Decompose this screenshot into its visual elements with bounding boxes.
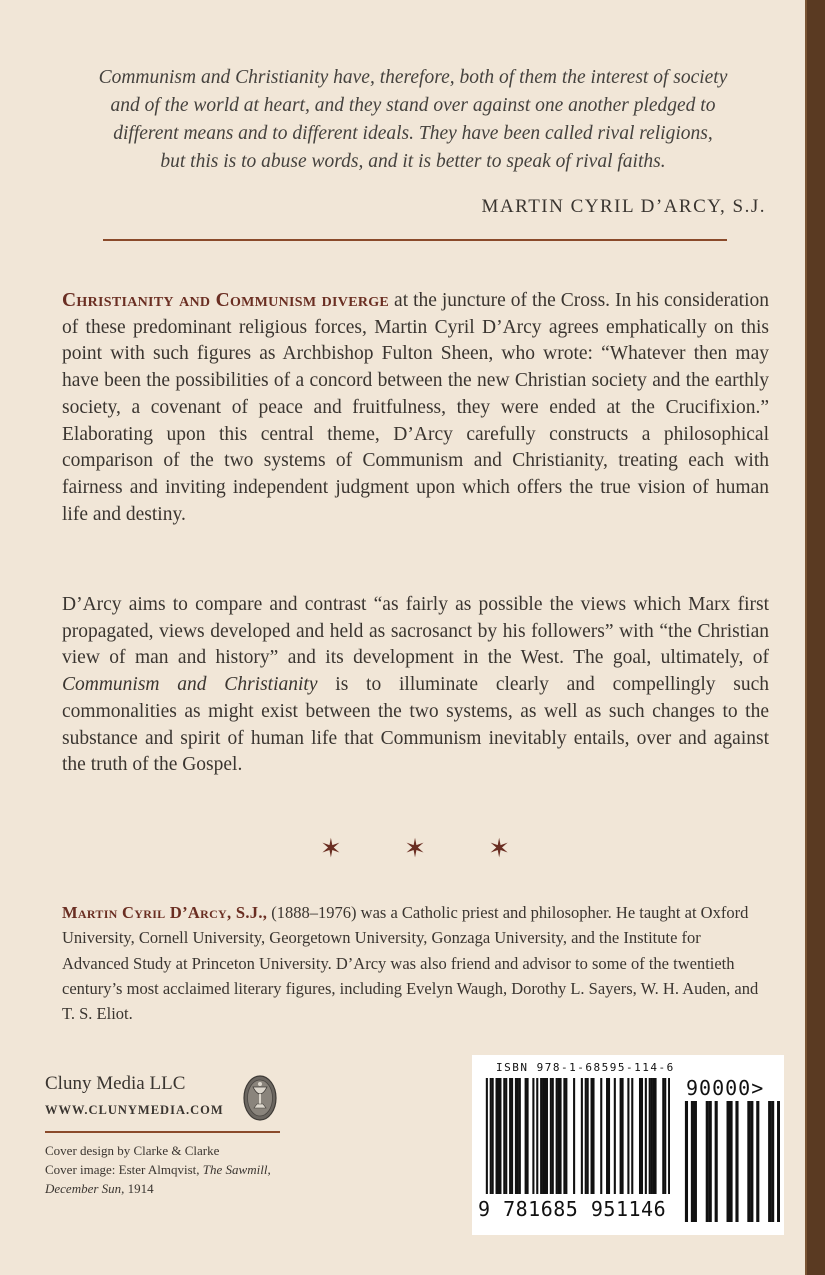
barcode-bar (527, 1078, 529, 1194)
barcode-bar (639, 1078, 641, 1194)
description-paragraph-1 (62, 288, 769, 528)
cover-credits (45, 1141, 271, 1198)
epigraph-line: but this is to abuse words, and it is better to speak of rival faiths. (160, 151, 666, 172)
barcode-bar (540, 1078, 542, 1194)
cover-image-credit-cont: December Sun, 1914 (45, 1181, 154, 1196)
barcode-bar (565, 1078, 567, 1194)
barcode-bar (651, 1078, 653, 1194)
publisher-name: Cluny Media LLC (45, 1073, 186, 1094)
barcode-bar (668, 1078, 670, 1194)
barcode-bar (653, 1078, 655, 1194)
author-bio (62, 900, 769, 1026)
barcode-bar (519, 1078, 521, 1194)
barcode-bar (509, 1078, 511, 1194)
barcode-bar (627, 1078, 629, 1194)
barcode-bar (517, 1078, 519, 1194)
price-code: 90000> (686, 1076, 765, 1100)
barcode-bar (490, 1078, 492, 1194)
epigraph-quote (60, 64, 766, 176)
barcode-bar (505, 1078, 507, 1194)
barcode-bar (587, 1078, 589, 1194)
barcode-bar (503, 1078, 505, 1194)
barcode-bar (620, 1078, 622, 1194)
barcode-bar (622, 1078, 624, 1194)
barcode-bar (499, 1078, 501, 1194)
barcode-bar (771, 1101, 774, 1222)
bio-text: (1888–1976) was a Catholic priest and philosopher. He taught at Oxford University, Cornell University, Georgetown University, Gonzaga University, and the Institute for Advanced Study at Princeton University. D’Arcy was also friend and advisor to some of the twentieth century’s most acclaimed literary figures, including Evelyn Waugh, Dorothy L. Sayers, W. H. Auden, and T. S. Eliot. (62, 903, 759, 1024)
barcode-bar (694, 1101, 697, 1222)
star-icon: ✶ (320, 834, 342, 864)
barcode-bar (563, 1078, 565, 1194)
cover-image-credit: Cover image: Ester Almqvist, The Sawmill, (45, 1162, 271, 1177)
paragraph-text: is to illuminate clearly and compellingly such commonalities as might exist between the two systems, as well as such changes to the substance and spirit of human life that Communism inevitably entails, over and against the truth of the Gospel. (62, 674, 770, 776)
barcode-bar (511, 1078, 513, 1194)
publisher-website: WWW.CLUNYMEDIA.COM (45, 1103, 224, 1117)
barcode-bar (715, 1101, 718, 1222)
barcode-bar (552, 1078, 554, 1194)
star-icon: ✶ (488, 834, 510, 864)
barcode-bar (645, 1078, 647, 1194)
barcode-bar (573, 1078, 575, 1194)
barcode-bar (550, 1078, 552, 1194)
barcode-bar (729, 1101, 732, 1222)
barcode-bar (768, 1101, 771, 1222)
barcode-bar (546, 1078, 548, 1194)
barcode-bar (585, 1078, 587, 1194)
publisher-rule (45, 1131, 280, 1133)
epigraph-line: and of the world at heart, and they stand over against one another pledged to (110, 95, 716, 116)
epigraph-line: Communism and Christianity have, therefore, both of them the interest of society (98, 67, 728, 88)
barcode-bar (497, 1078, 499, 1194)
barcode-bar (544, 1078, 546, 1194)
barcode-bar (750, 1101, 753, 1222)
epigraph-line: different means and to different ideals. They have been called rival religions, (113, 123, 713, 144)
barcode-bar (496, 1078, 498, 1194)
epigraph-attribution: MARTIN CYRIL D’ARCY, S.J. (481, 196, 766, 217)
ean-digits: 9 781685 951146 (478, 1197, 667, 1221)
barcode-bar (492, 1078, 494, 1194)
barcode-bar (608, 1078, 610, 1194)
star-icon: ✶ (404, 834, 426, 864)
barcode-bar (525, 1078, 527, 1194)
lead-in-smallcaps: Christianity and Communism diverge (62, 290, 390, 311)
barcode-bar (556, 1078, 558, 1194)
barcode-bar (709, 1101, 712, 1222)
barcode-bar (532, 1078, 534, 1194)
barcode-bar (756, 1101, 759, 1222)
cover-design-credit: Cover design by Clarke & Clarke (45, 1143, 220, 1158)
spine (807, 0, 825, 1275)
barcode-bar (600, 1078, 602, 1194)
paragraph-text: at the juncture of the Cross. In his consideration of these predominant religious forces, Martin Cyril D’Arcy agrees emphatically on this point with such figures as Archbishop Fulton Sheen, who wrote: “Whatever then may have been the possibilities of a concord between the new Christian society and the earthly society, a covenant of peace and fruitfulness, they were ended at the Crucifixion.” Elaborating upon this central theme, D’Arcy carefully constructs a philosophical comparison of the two systems of Communism and Christianity, treating each with fairness and inviting independent judgment upon which offers the true vision of human life and destiny. (62, 290, 769, 525)
artwork-title: The Sawmill, (202, 1162, 271, 1177)
barcode-bar (536, 1078, 538, 1194)
barcode-bar (631, 1078, 633, 1194)
divider-rule (103, 239, 727, 241)
author-name: Martin Cyril D’Arcy, S.J., (62, 903, 268, 922)
barcode-bar (735, 1101, 738, 1222)
barcode-bar (641, 1078, 643, 1194)
barcode-bar (606, 1078, 608, 1194)
barcode-bar (777, 1101, 780, 1222)
artwork-title-cont: December Sun (45, 1181, 122, 1196)
barcode-bar (591, 1078, 593, 1194)
barcode-bar (664, 1078, 666, 1194)
description-paragraph-2 (62, 592, 769, 779)
barcode-bar (662, 1078, 664, 1194)
barcode-bar (747, 1101, 750, 1222)
barcode-bar (515, 1078, 517, 1194)
chalice-seal-icon (243, 1075, 277, 1121)
isbn-label: ISBN 978-1-68595-114-6 (496, 1061, 675, 1074)
book-title: Communism and Christianity (62, 674, 318, 696)
barcode-bar (581, 1078, 583, 1194)
barcode-bar (614, 1078, 616, 1194)
barcode-bar (592, 1078, 594, 1194)
section-ornament (320, 834, 510, 864)
barcode-bar (691, 1101, 694, 1222)
barcode-bar (649, 1078, 651, 1194)
barcode-bar (727, 1101, 730, 1222)
barcode-bar (559, 1078, 561, 1194)
barcode-bar (542, 1078, 544, 1194)
barcode-bar (685, 1101, 688, 1222)
addon-barcode (676, 1101, 780, 1222)
barcode-bar (486, 1078, 488, 1194)
barcode-bar (706, 1101, 709, 1222)
paragraph-text: D’Arcy aims to compare and contrast “as fairly as possible the views which Marx first propagated, views developed and held as sacrosanct by his followers” with “the Christian view of man and history” and its development in the West. The goal, ultimately, of (62, 594, 769, 669)
barcode-bar (558, 1078, 560, 1194)
barcode-bar (654, 1078, 656, 1194)
